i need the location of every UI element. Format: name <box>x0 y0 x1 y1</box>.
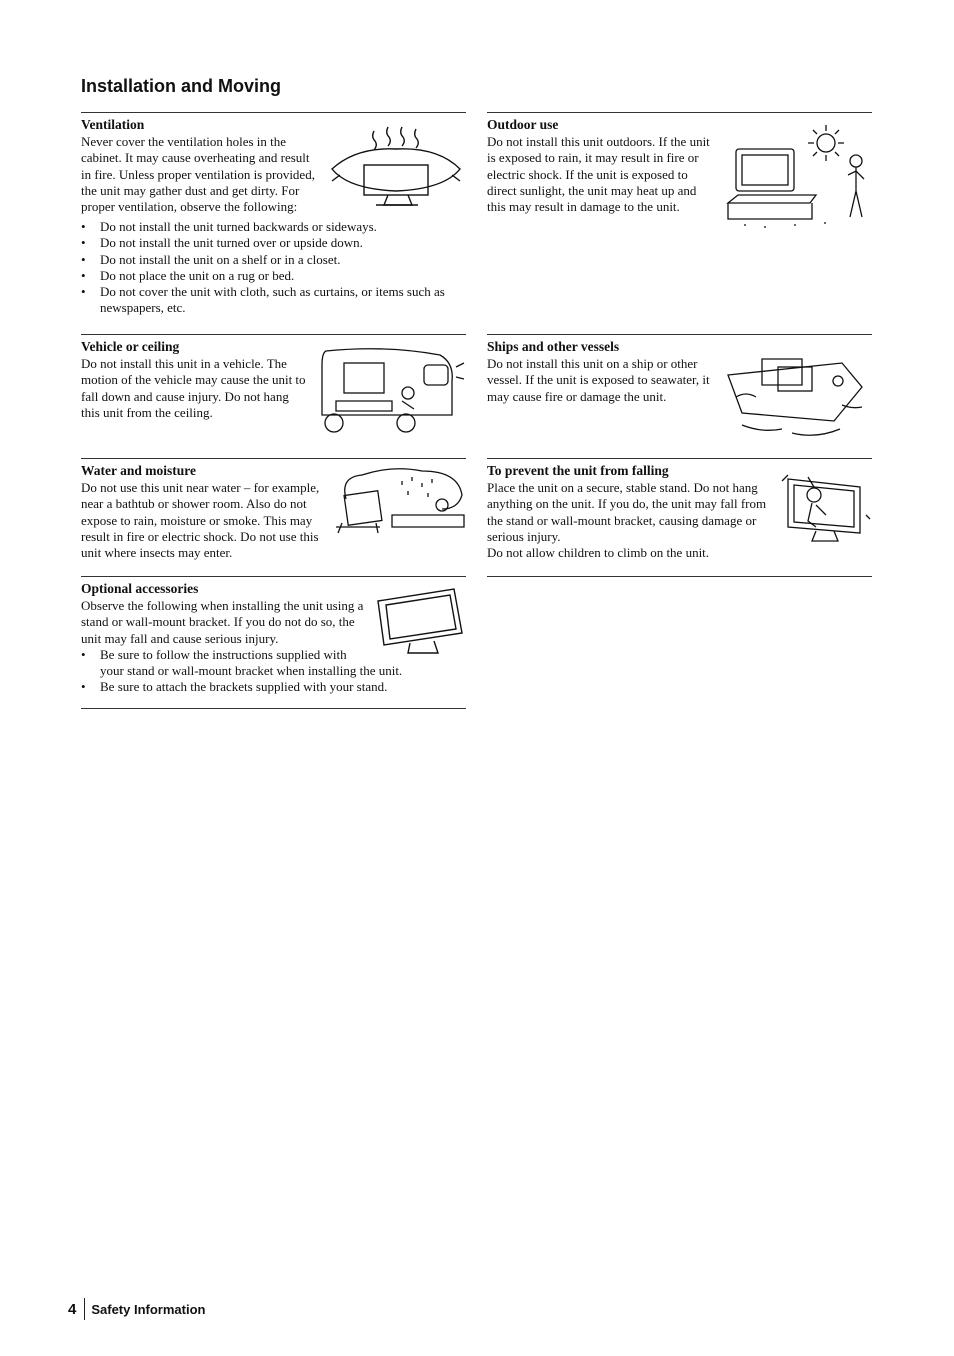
section-divider <box>487 576 872 577</box>
section-title: Optional accessories <box>81 581 199 596</box>
section-outdoor <box>487 112 872 235</box>
section-body: Place the unit on a secure, stable stand. Do not hang anything on the unit. If you do, the unit may fall from the stand or wall-mount bracket, causing damage or serious injury. <box>487 480 767 544</box>
list-item: • Do not place the unit on a rug or bed. <box>81 268 466 284</box>
section-water <box>81 458 466 561</box>
list-item: • Do not cover the unit with cloth, such as curtains, or items such as newspapers, etc. <box>81 284 466 317</box>
covered-tv-icon <box>326 119 466 219</box>
tv-on-boat-icon <box>722 341 872 441</box>
section-ships <box>487 334 872 441</box>
section-title: Ventilation <box>81 117 145 132</box>
page-number: 4 <box>68 1300 77 1318</box>
footer-label: Safety Information <box>91 1301 206 1317</box>
list-item: • Do not install the unit on a shelf or in a closet. <box>81 252 466 268</box>
section-body-2: Do not allow children to climb on the unit. <box>487 545 710 561</box>
tv-in-sun-icon <box>724 119 872 235</box>
section-title: Outdoor use <box>487 117 559 132</box>
footer-divider <box>84 1298 85 1320</box>
child-climbing-tv-icon <box>776 465 872 549</box>
section-accessories <box>81 576 466 696</box>
section-title: Water and moisture <box>81 463 197 478</box>
section-body: Do not install this unit outdoors. If the unit is exposed to rain, it may result in fire or electric shock. If the unit is exposed to direct sunlight, the unit may heat up and this may result in damage to the unit. <box>487 134 710 215</box>
tv-near-bath-icon <box>332 465 466 535</box>
section-ventilation <box>81 112 466 317</box>
section-title: To prevent the unit from falling <box>487 463 669 478</box>
section-vehicle <box>81 334 466 441</box>
list-item: • Do not install the unit turned over or upside down. <box>81 235 466 251</box>
section-divider <box>81 708 466 709</box>
bullet-list <box>81 219 466 317</box>
section-falling <box>487 458 872 561</box>
tv-in-camper-icon <box>316 341 466 441</box>
bullet-list <box>81 647 466 696</box>
section-body: Never cover the ventilation holes in the cabinet. It may cause overheating and result in fire. Unless proper ventilation is provided, the unit may gather dust and get dirty. For proper ventilation, observe the following: <box>81 134 315 215</box>
list-item: • Be sure to attach the brackets supplied with your stand. <box>81 679 466 695</box>
page-title: Installation and Moving <box>81 76 282 96</box>
section-title: Vehicle or ceiling <box>81 339 180 354</box>
section-body: Do not install this unit on a ship or other vessel. If the unit is exposed to seawater, it may cause fire or damage the unit. <box>487 356 710 404</box>
section-body: Do not use this unit near water – for example, near a bathtub or shower room. Also do not expose to rain, moisture or smoke. This may result in fire or electric shock. Do not use this unit where insects may enter. <box>81 480 320 561</box>
section-body: Observe the following when installing the unit using a stand or wall-mount bracket. If you do not do so, the unit may fall and cause serious injury. <box>81 598 364 646</box>
list-item: • Do not install the unit turned backwards or sideways. <box>81 219 466 235</box>
list-item: • Be sure to follow the instructions supplied with your stand or wall-mount bracket when installing the unit. <box>81 647 466 680</box>
section-body: Do not install this unit in a vehicle. The motion of the vehicle may cause the unit to fall down and cause injury. Do not hang this unit from the ceiling. <box>81 356 306 420</box>
section-title: Ships and other vessels <box>487 339 620 354</box>
page-footer <box>68 1297 205 1321</box>
